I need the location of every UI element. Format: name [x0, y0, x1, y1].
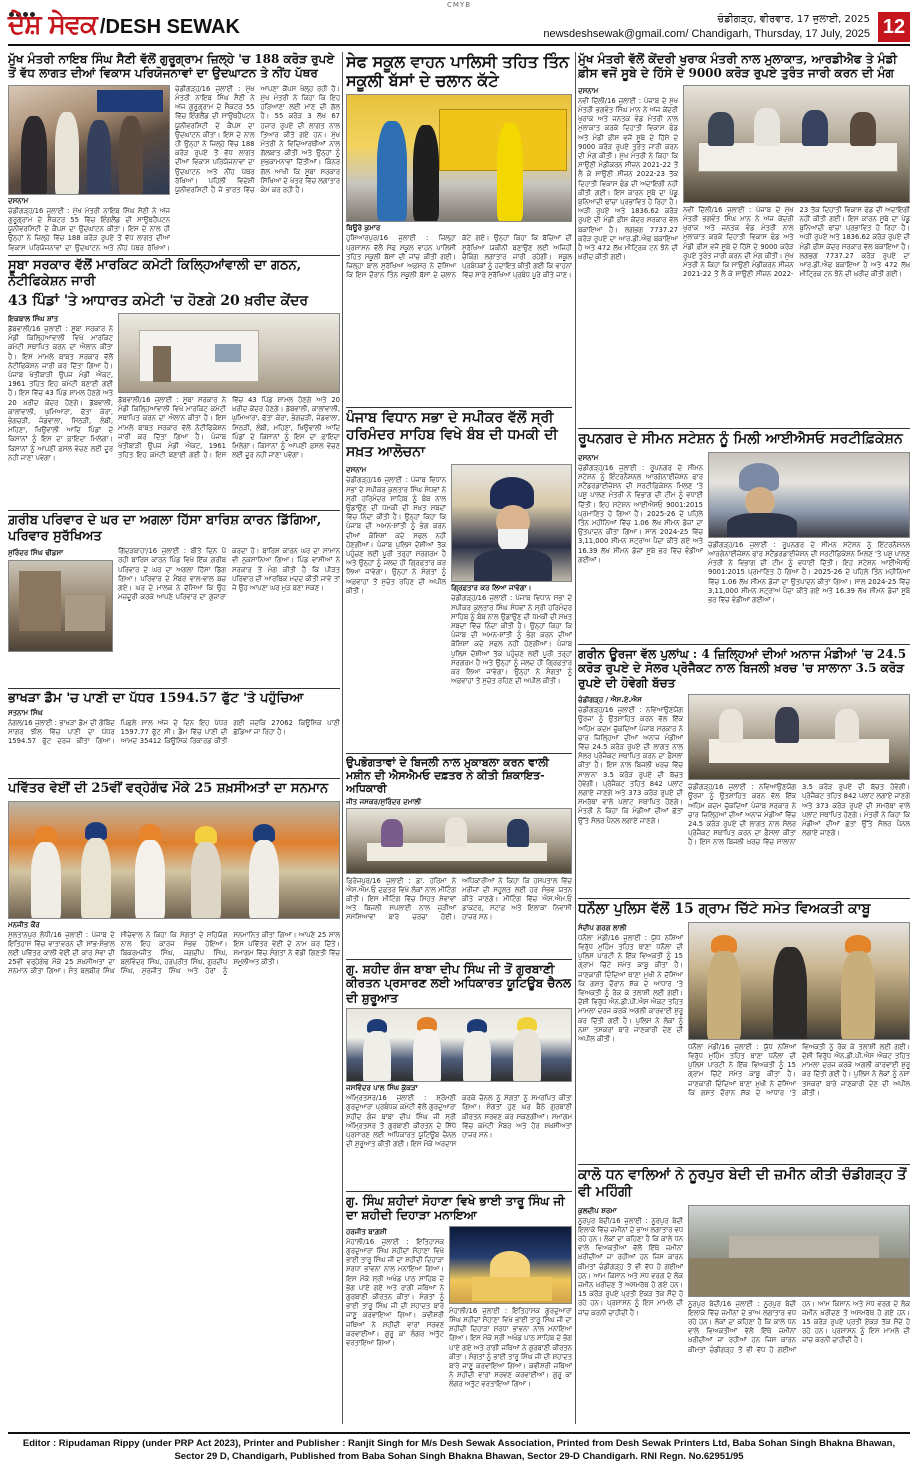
headline: ਪੰਜਾਬ ਵਿਧਾਨ ਸਭਾ ਦੇ ਸਪੀਕਰ ਵੱਲੋਂ ਸ੍ਰੀ ਹਰਿਮੰਦਰ ਸਾਹਿਬ ਵਿਖੇ ਬੰਬ ਦੀ ਧਮਕੀ ਦੀ ਸਖ਼ਤ ਆਲੋਚਨਾ — [346, 410, 558, 460]
byline: ਦਸਨਾਮ — [8, 196, 29, 205]
story-body: ਅੰਮ੍ਰਿਤਸਰ/16 ਜੁਲਾਈ : ਸ਼੍ਰੋਮਣੀ ਗੁਰਦੁਆਰਾ ਪ੍ਰਬੰਧਕ ਕਮੇਟੀ ਵੱਲੋਂ ਗੁਰਦੁਆਰਾ ਸ਼ਹੀਦ ਗੰਜ ਬਾਬਾ ਦੀਪ ਸਿੰਘ ਜੀ ਸ੍ਰੀ ਅੰਮ੍ਰਿਤਸਰ ਤੋਂ ਗੁਰਬਾਣੀ ਕੀਰਤਨ ਦੇ ਸਿੱਧੇ ਪ੍ਰਸਾਰਣ ਲਈ ਅਧਿਕਾਰਤ ਯੂਟਿਊਬ ਚੈਨਲ ਦੀ ਸ਼ੁਰੂਆਤ ਕੀਤੀ ਗਈ। ਇਸ ਮੌਕੇ ਅਰਦਾਸ ਕਰਕੇ ਚੈਨਲ ਨੂੰ ਸੰਗਤਾਂ ਨੂੰ ਸਮਰਪਿਤ ਕੀਤਾ ਗਿਆ। ਸੰਗਤਾਂ ਹੁਣ ਘਰ ਬੈਠੇ ਗੁਰਬਾਣੀ ਕੀਰਤਨ ਸਰਵਣ ਕਰ ਸਕਣਗੀਆਂ। ਸਮਾਗਮ ਵਿੱਚ ਕਮੇਟੀ ਮੈਂਬਰ ਅਤੇ ਹੋਰ ਸ਼ਖ਼ਸੀਅਤਾਂ ਹਾਜ਼ਰ ਸਨ। — [346, 1094, 572, 1149]
story-body: ਗਿੱਦੜਬਾਹਾ/16 ਜੁਲਾਈ : ਬੀਤੇ ਦਿਨ ਪੈ ਰਹੀ ਬਾਰਿਸ਼ ਕਾਰਨ ਪਿੰਡ ਵਿਖੇ ਇੱਕ ਗ਼ਰੀਬ ਪਰਿਵਾਰ ਦੇ ਘਰ ਦਾ ਅਗਲਾ ਹਿੱਸਾ ਡਿੱਗ ਗਿਆ। ਪਰਿਵਾਰ ਦੇ ਮੈਂਬਰ ਵਾਲ-ਵਾਲ ਬਚ ਗਏ। ਘਰ ਦੇ ਮਾਲਕ ਨੇ ਦੱਸਿਆ ਕਿ ਉਹ ਮਜ਼ਦੂਰੀ ਕਰਕੇ ਆਪਣੇ ਪਰਿਵਾਰ ਦਾ ਗੁਜ਼ਾਰਾ ਕਰਦਾ ਹੈ। ਬਾਰਿਸ਼ ਕਾਰਨ ਘਰ ਦਾ ਸਾਮਾਨ ਵੀ ਨੁਕਸਾਨਿਆ ਗਿਆ। ਪਿੰਡ ਵਾਸੀਆਂ ਨੇ ਸਰਕਾਰ ਤੋਂ ਮੰਗ ਕੀਤੀ ਹੈ ਕਿ ਪੀੜਤ ਪਰਿਵਾਰ ਦੀ ਆਰਥਿਕ ਮਦਦ ਕੀਤੀ ਜਾਵੇ ਤਾਂ ਜੋ ਉਹ ਆਪਣਾ ਘਰ ਮੁੜ ਬਣਾ ਸਕਣ। — [118, 547, 340, 602]
byline: ਹਰਜੀਤ ਬਾਗ਼ਸ਼ੀ — [346, 1227, 387, 1236]
story-body: ਡੱਬਵਾਲੀ/16 ਜੁਲਾਈ : ਸੂਬਾ ਸਰਕਾਰ ਨੇ ਮੰਡੀ ਕਿਲ੍ਹਿਆਂਵਾਲੀ ਵਿਖੇ ਮਾਰਕਿਟ ਕਮੇਟੀ ਸਥਾਪਿਤ ਕਰਨ ਦਾ ਐਲਾਨ ਕੀਤਾ ਹੈ। ਇਸ ਮਾਮਲੇ ਬਾਬਤ ਸਰਕਾਰ ਵੱਲੋਂ ਨੋਟੀਫਿਕੇਸ਼ਨ ਜਾਰੀ ਕਰ ਦਿੱਤਾ ਗਿਆ ਹੈ। ਪੰਜਾਬ ਖੇਤੀਬਾੜੀ ਉਪਜ ਮੰਡੀ ਐਕਟ, 1961 ਤਹਿਤ ਇਹ ਕਮੇਟੀ ਬਣਾਈ ਗਈ ਹੈ। ਇਸ ਵਿੱਚ 43 ਪਿੰਡ ਸ਼ਾਮਲ ਹੋਣਗੇ ਅਤੇ 20 ਖ਼ਰੀਦ ਕੇਂਦਰ ਹੋਣਗੇ। ਡੱਬਵਾਲੀ, ਕਾਲਾਂਵਾਲੀ, ਘੁਮਿਆਰਾ, ਫੱਤਾ ਕੇਰਾ, ਭੰਗਚੜੀ, ਜੰਡਵਾਲਾ, ਮਿੱਠੜੀ, ਲੰਬੀ, ਮਹਿਣਾ, ਖਿਉਵਾਲੀ ਆਦਿ ਪਿੰਡਾਂ ਦੇ ਕਿਸਾਨਾਂ ਨੂੰ ਇਸ ਦਾ ਫ਼ਾਇਦਾ ਮਿਲੇਗਾ। ਕਿਸਾਨਾਂ ਨੂੰ ਆਪਣੀ ਫ਼ਸਲ ਵੇਚਣ ਲਈ ਦੂਰ ਨਹੀਂ ਜਾਣਾ ਪਵੇਗਾ। — [8, 324, 113, 462]
story-body-cont: ਚੰਡੀਗੜ੍ਹ/16 ਜੁਲਾਈ : ਨਵਿਆਉਣਯੋਗ ਊਰਜਾ ਨੂੰ ਉਤਸ਼ਾਹਿਤ ਕਰਨ ਵੱਲ ਇੱਕ ਅਹਿਮ ਕਦਮ ਚੁੱਕਦਿਆਂ ਪੰਜਾਬ ਸਰਕਾਰ ਨੇ ਚਾਰ ਜ਼ਿਲ੍ਹਿਆਂ ਦੀਆਂ ਅਨਾਜ ਮੰਡੀਆਂ ਵਿੱਚ 24.5 ਕਰੋੜ ਰੁਪਏ ਦੀ ਲਾਗਤ ਨਾਲ ਸੋਲਰ ਪ੍ਰੋਜੈਕਟ ਸਥਾਪਿਤ ਕਰਨ ਦਾ ਫ਼ੈਸਲਾ ਕੀਤਾ ਹੈ। ਇਸ ਨਾਲ ਬਿਜਲੀ ਖ਼ਰਚ ਵਿੱਚ ਸਾਲਾਨਾ 3.5 ਕਰੋੜ ਰੁਪਏ ਦੀ ਬੱਚਤ ਹੋਵੇਗੀ। ਪ੍ਰੋਜੈਕਟ ਤਹਿਤ 842 ਪਲਾਂਟ ਲਗਾਏ ਜਾਣਗੇ ਅਤੇ 373 ਕਰੋੜ ਰੁਪਏ ਦੀ ਸਮਰੱਥਾ ਵਾਲੇ ਪਲਾਂਟ ਸਥਾਪਿਤ ਹੋਣਗੇ। ਮੰਤਰੀ ਨੇ ਕਿਹਾ ਕਿ ਮੰਡੀਆਂ ਦੀਆਂ ਛੱਤਾਂ ਉੱਤੇ ਸੋਲਰ ਪੈਨਲ ਲਗਾਏ ਜਾਣਗੇ। — [688, 783, 910, 847]
headline: ਸੂਬਾ ਸਰਕਾਰ ਵੱਲੋਂ ਮਾਰਕਿਟ ਕਮੇਟੀ ਕਿਲ੍ਹਿਆਂਵਾਲੀ ਦਾ ਗਠਨ, ਨੋਟੀਫਿਕੇਸ਼ਨ ਜਾਰੀ — [8, 258, 302, 289]
story-market-committee — [8, 258, 340, 506]
story-rupnagar — [578, 431, 910, 641]
headline: ਧਨੌਲਾ ਪੁਲਿਸ ਵੱਲੋਂ 15 ਗ੍ਰਾਮ ਚਿੱਟੇ ਸਮੇਤ ਵਿਅਕਤੀ ਕਾਬੂ — [578, 901, 871, 917]
story-noorpur — [578, 1167, 910, 1431]
photo-minister-portrait — [708, 452, 910, 538]
story-body: ਧਨੌਲਾ ਮੰਡੀ/16 ਜੁਲਾਈ : ਯੁੱਧ ਨਸ਼ਿਆਂ ਵਿਰੁੱਧ ਮੁਹਿੰਮ ਤਹਿਤ ਥਾਣਾ ਧਨੌਲਾ ਦੀ ਪੁਲਿਸ ਪਾਰਟੀ ਨੇ ਇੱਕ ਵਿਅਕਤੀ ਨੂੰ 15 ਗ੍ਰਾਮ ਚਿੱਟੇ ਸਮੇਤ ਕਾਬੂ ਕੀਤਾ ਹੈ। ਜਾਣਕਾਰੀ ਦਿੰਦਿਆਂ ਥਾਣਾ ਮੁਖੀ ਨੇ ਦੱਸਿਆ ਕਿ ਗਸ਼ਤ ਦੌਰਾਨ ਸ਼ੱਕ ਦੇ ਆਧਾਰ 'ਤੇ ਵਿਅਕਤੀ ਨੂੰ ਰੋਕ ਕੇ ਤਲਾਸ਼ੀ ਲਈ ਗਈ। ਦੋਸ਼ੀ ਵਿਰੁੱਧ ਐਨ.ਡੀ.ਪੀ.ਐਸ ਐਕਟ ਤਹਿਤ ਮਾਮਲਾ ਦਰਜ ਕਰਕੇ ਅਗਲੀ ਕਾਰਵਾਈ ਸ਼ੁਰੂ ਕਰ ਦਿੱਤੀ ਗਈ ਹੈ। ਪੁਲਿਸ ਨੇ ਲੋਕਾਂ ਨੂੰ ਨਸ਼ਾ ਤਸਕਰਾਂ ਬਾਰੇ ਜਾਣਕਾਰੀ ਦੇਣ ਦੀ ਅਪੀਲ ਕੀਤੀ। — [578, 933, 683, 1044]
newspaper-logo — [8, 10, 240, 41]
story-cancer-center — [346, 756, 572, 956]
photo-collapsed-house — [8, 560, 113, 652]
story-body: ਨੰਗਲ/16 ਜੁਲਾਈ : ਭਾਖੜਾ ਡੈਮ ਦੀ ਗੋਬਿੰਦ ਸਾਗਰ ਝੀਲ ਵਿੱਚ ਪਾਣੀ ਦਾ ਪੱਧਰ 1594.57 ਫੁੱਟ ਦਰਜ ਕੀਤਾ ਗਿਆ। ਪਿਛਲੇ ਸਾਲ ਅੱਜ ਦੇ ਦਿਨ ਇਹ ਪੱਧਰ 1597.77 ਫੁੱਟ ਸੀ। ਡੈਮ ਵਿੱਚ ਪਾਣੀ ਦੀ ਆਮਦ 35412 ਕਿਊਸਿਕ ਰਿਕਾਰਡ ਕੀਤੀ ਗਈ ਜਦਕਿ 27062 ਕਿਊਸਿਕ ਪਾਣੀ ਛੱਡਿਆ ਜਾ ਰਿਹਾ ਹੈ। — [8, 718, 340, 745]
photo-market-building — [118, 313, 340, 393]
headline: ਪਵਿੱਤਰ ਵੇਈਂ ਦੀ 25ਵੀਂ ਵਰ੍ਹੇਗੰਢ ਮੌਕੇ 25 ਸ਼ਖ਼ਸੀਅਤਾਂ ਦਾ ਸਨਮਾਨ — [8, 781, 329, 796]
byline: ਦਸਨਾਮ — [578, 86, 599, 95]
byline: ਸੁਰਿੰਦਰ ਸਿੰਘ ਢੀਂਡਸਾ — [8, 549, 64, 558]
photo-gurdwara-night — [449, 1226, 572, 1304]
registration-marks-bottom — [0, 1466, 918, 1474]
story-body-cont: ਨੂਰਪੁਰ ਬੇਦੀ/16 ਜੁਲਾਈ : ਨੂਰਪੁਰ ਬੇਦੀ ਇਲਾਕੇ ਵਿੱਚ ਜ਼ਮੀਨਾਂ ਦੇ ਭਾਅ ਲਗਾਤਾਰ ਵਧ ਰਹੇ ਹਨ। ਲੋਕਾਂ ਦਾ ਕਹਿਣਾ ਹੈ ਕਿ ਕਾਲੇ ਧਨ ਵਾਲੇ ਵਿਅਕਤੀਆਂ ਵੱਲੋਂ ਇੱਥੇ ਜ਼ਮੀਨਾਂ ਖ਼ਰੀਦੀਆਂ ਜਾ ਰਹੀਆਂ ਹਨ ਜਿਸ ਕਾਰਨ ਕੀਮਤਾਂ ਚੰਡੀਗੜ੍ਹ ਤੋਂ ਵੀ ਵੱਧ ਹੋ ਗਈਆਂ ਹਨ। ਆਮ ਕਿਸਾਨ ਅਤੇ ਮੱਧ ਵਰਗ ਦੇ ਲੋਕ ਜ਼ਮੀਨ ਖ਼ਰੀਦਣ ਤੋਂ ਅਸਮਰੱਥ ਹੋ ਗਏ ਹਨ। 15 ਕਰੋੜ ਰੁਪਏ ਪ੍ਰਤੀ ਏਕੜ ਤੱਕ ਸੌਦੇ ਹੋ ਰਹੇ ਹਨ। ਪ੍ਰਸ਼ਾਸਨ ਨੂੰ ਇਸ ਮਾਮਲੇ ਦੀ ਜਾਂਚ ਕਰਨੀ ਚਾਹੀਦੀ ਹੈ। — [688, 1299, 910, 1354]
headline: ਮੁੱਖ ਮੰਤਰੀ ਨਾਇਬ ਸਿੰਘ ਸੈਣੀ ਵੱਲੋਂ ਗੁਰੂਗ੍ਰਾਮ ਜ਼ਿਲ੍ਹੇ 'ਚ 188 ਕਰੋੜ ਰੁਪਏ ਤੋਂ ਵੱਧ ਲਾਗਤ ਦੀਆਂ ਵਿਕਾਸ ਪਰਿਯੋਜਨਾਵਾਂ ਦਾ ਉਦਘਾਟਨ ਤੇ ਨੀਂਹ ਪੱਥਰ — [8, 52, 335, 81]
logo-english: /DESH SEWAK — [99, 16, 240, 38]
byline: ਮਨਜੀਤ ਕੌਰ — [8, 920, 40, 929]
story-bhakra — [8, 691, 340, 775]
byline: ਇਕਬਾਲ ਸਿੰਘ ਸ਼ਾਂਤ — [8, 314, 59, 323]
headline: ਸੇਫ ਸਕੂਲ ਵਾਹਨ ਪਾਲਿਸੀ ਤਹਿਤ ਤਿੰਨ ਸਕੂਲੀ ਬੱਸਾਂ ਦੇ ਚਲਾਨ ਕੱਟੇ — [346, 52, 569, 91]
story-body: ਮੋਹਾਲੀ/16 ਜੁਲਾਈ : ਇਤਿਹਾਸਕ ਗੁਰਦੁਆਰਾ ਸਿੰਘ ਸ਼ਹੀਦਾਂ ਸੋਹਾਣਾ ਵਿਖੇ ਭਾਈ ਤਾਰੂ ਸਿੰਘ ਜੀ ਦਾ ਸ਼ਹੀਦੀ ਦਿਹਾੜਾ ਸ਼ਰਧਾ ਭਾਵਨਾ ਨਾਲ ਮਨਾਇਆ ਗਿਆ। ਇਸ ਮੌਕੇ ਸ੍ਰੀ ਅਖੰਡ ਪਾਠ ਸਾਹਿਬ ਦੇ ਭੋਗ ਪਾਏ ਗਏ ਅਤੇ ਰਾਗੀ ਜਥਿਆਂ ਨੇ ਗੁਰਬਾਣੀ ਕੀਰਤਨ ਕੀਤਾ। ਸੰਗਤਾਂ ਨੂੰ ਭਾਈ ਤਾਰੂ ਸਿੰਘ ਜੀ ਦੀ ਸ਼ਹਾਦਤ ਬਾਰੇ ਜਾਣੂ ਕਰਵਾਇਆ ਗਿਆ। ਕਵੀਸ਼ਰੀ ਜਥਿਆਂ ਨੇ ਸ਼ਹੀਦੀ ਵਾਰਾਂ ਸਰਵਣ ਕਰਵਾਈਆਂ। ਗੁਰੂ ਕਾ ਲੰਗਰ ਅਤੁੱਟ ਵਰਤਾਇਆ ਗਿਆ। — [346, 1237, 444, 1348]
story-body: ਸੁਲਤਾਨਪੁਰ ਲੋਧੀ/16 ਜੁਲਾਈ : ਪੰਜਾਬ ਦੇ ਇਤਿਹਾਸ ਵਿੱਚ ਵਾਤਾਵਰਨ ਦੀ ਸਾਂਭ-ਸੰਭਾਲ ਲਈ ਪਵਿੱਤਰ ਕਾਲੀ ਵੇਈਂ ਦੀ ਕਾਰ ਸੇਵਾ ਦੀ 25ਵੀਂ ਵਰ੍ਹੇਗੰਢ ਮੌਕੇ 25 ਸ਼ਖ਼ਸੀਅਤਾਂ ਦਾ ਸਨਮਾਨ ਕੀਤਾ ਗਿਆ। ਸੰਤ ਬਲਬੀਰ ਸਿੰਘ ਸੀਚੇਵਾਲ ਨੇ ਕਿਹਾ ਕਿ ਸੰਗਤਾਂ ਦੇ ਸਹਿਯੋਗ ਨਾਲ ਇਹ ਕਾਰਜ ਸੰਭਵ ਹੋਇਆ। ਬਿਕਰਮਜੀਤ ਸਿੰਘ, ਜਗਦੀਪ ਸਿੰਘ, ਬਲਵਿੰਦਰ ਸਿੰਘ, ਹਰਪ੍ਰੀਤ ਸਿੰਘ, ਗੁਰਦੀਪ ਸਿੰਘ, ਸੁਰਜੀਤ ਸਿੰਘ ਅਤੇ ਹੋਰਾਂ ਨੂੰ ਸਨਮਾਨਿਤ ਕੀਤਾ ਗਿਆ। ਆਪਣੇ 25 ਸਾਲ ਇਸ ਪਵਿੱਤਰ ਵੇਈਂ ਦੇ ਨਾਮ ਕਰ ਦਿੱਤੇ। ਸਮਾਗਮ ਵਿੱਚ ਸੰਗਤਾਂ ਨੇ ਵੱਡੀ ਗਿਣਤੀ ਵਿੱਚ ਸ਼ਮੂਲੀਅਤ ਕੀਤੀ। — [8, 930, 340, 976]
print-color-marks: CMYB — [446, 1, 471, 9]
masthead — [8, 10, 910, 46]
photo-caption: ਗ੍ਰਿਫ਼ਤਾਰ ਕਰ ਲਿਆ ਜਾਵੇਗਾ। — [451, 584, 532, 593]
photo-honour-ceremony — [8, 801, 340, 919]
photo-ceremony — [8, 85, 170, 195]
date-punjabi: ਚੰਡੀਗੜ੍ਹ, ਵੀਰਵਾਰ, 17 ਜੁਲਾਈ, 2025 — [717, 14, 870, 25]
story-body: ਚੰਡੀਗੜ੍ਹ/16 ਜੁਲਾਈ : ਪੰਜਾਬ ਵਿਧਾਨ ਸਭਾ ਦੇ ਸਪੀਕਰ ਕੁਲਤਾਰ ਸਿੰਘ ਸੰਧਵਾਂ ਨੇ ਸ੍ਰੀ ਹਰਿਮੰਦਰ ਸਾਹਿਬ ਨੂੰ ਬੰਬ ਨਾਲ ਉਡਾਉਣ ਦੀ ਧਮਕੀ ਦੀ ਸਖ਼ਤ ਸ਼ਬਦਾਂ ਵਿੱਚ ਨਿੰਦਾ ਕੀਤੀ ਹੈ। ਉਨ੍ਹਾਂ ਕਿਹਾ ਕਿ ਪੰਜਾਬ ਦੀ ਅਮਨ-ਸ਼ਾਂਤੀ ਨੂੰ ਭੰਗ ਕਰਨ ਦੀਆਂ ਕੋਸ਼ਿਸ਼ਾਂ ਕਦੇ ਸਫਲ ਨਹੀਂ ਹੋਣਗੀਆਂ। ਪੰਜਾਬ ਪੁਲਿਸ ਦੋਸ਼ੀਆਂ ਤੱਕ ਪਹੁੰਚਣ ਲਈ ਪੂਰੀ ਤਰ੍ਹਾਂ ਸਰਗਰਮ ਹੈ ਅਤੇ ਉਨ੍ਹਾਂ ਨੂੰ ਜਲਦ ਹੀ ਗ੍ਰਿਫ਼ਤਾਰ ਕਰ ਲਿਆ ਜਾਵੇਗਾ। ਉਨ੍ਹਾਂ ਨੇ ਸੰਗਤਾਂ ਨੂੰ ਅਫ਼ਵਾਹਾਂ ਤੋਂ ਸੁਚੇਤ ਰਹਿਣ ਦੀ ਅਪੀਲ ਕੀਤੀ। — [346, 476, 446, 595]
column-divider — [575, 52, 576, 1424]
story-poor-family — [8, 513, 340, 685]
photo-minister-meeting — [683, 85, 910, 203]
photo-smo-meeting — [346, 808, 572, 874]
story-solar — [578, 647, 910, 895]
story-dhanaula — [578, 901, 910, 1161]
column-left — [8, 52, 340, 1424]
story-youtube-channel — [346, 962, 572, 1188]
headline: ਉਪਭੋਗਤਾਵਾਂ ਦੇ ਬਿਜਲੀ ਨਾਲ ਮੁਕਾਬਲਾ ਕਰਨ ਵਾਲੀ ਮਸ਼ੀਨ ਦੀ ਐਸਐਮਓ ਦਫ਼ਤਰ ਨੇ ਕੀਤੀ ਸ਼ਿਕਾਇਤ-ਅਧਿਕਾਰੀ — [346, 756, 549, 796]
story-body: ਚੰਡੀਗੜ੍ਹ/16 ਜੁਲਾਈ : ਮੁੱਖ ਮੰਤਰੀ ਨਾਇਬ ਸਿੰਘ ਸੈਣੀ ਨੇ ਅੱਜ ਗੁਰੂਗ੍ਰਾਮ ਦੇ ਸੈਕਟਰ 55 ਵਿੱਚ ਇੰਗਲੈਂਡ ਦੀ ਸਾਉਥਹੈਂਪਟਨ ਯੂਨੀਵਰਸਿਟੀ ਦੇ ਕੈਂਪਸ ਦਾ ਉਦਘਾਟਨ ਕੀਤਾ। ਇਸ ਦੇ ਨਾਲ ਹੀ ਉਨ੍ਹਾਂ ਨੇ ਜ਼ਿਲ੍ਹੇ ਵਿੱਚ 188 ਕਰੋੜ ਰੁਪਏ ਤੋਂ ਵੱਧ ਲਾਗਤ ਦੀਆਂ ਵਿਕਾਸ ਪਰਿਯੋਜਨਾਵਾਂ ਦਾ ਉਦਘਾਟਨ ਅਤੇ ਨੀਂਹ ਪੱਥਰ ਰੱਖਿਆ। ਪਹਿਲੀ ਵਿਦੇਸ਼ੀ ਯੂਨੀਵਰਸਿਟੀ ਹੈ ਜੋ ਭਾਰਤ ਵਿੱਚ ਆਪਣਾ ਕੈਂਪਸ ਖੋਲ੍ਹ ਰਹੀ ਹੈ। ਮੁੱਖ ਮੰਤਰੀ ਨੇ ਕਿਹਾ ਕਿ ਇਹ ਹਰਿਆਣਾ ਲਈ ਮਾਣ ਦੀ ਗੱਲ ਹੈ। 55 ਕਰੋੜ 3 ਲੱਖ 67 ਹਜ਼ਾਰ ਰੁਪਏ ਦੀ ਲਾਗਤ ਨਾਲ ਤਿਆਰ ਕੀਤੇ ਗਏ ਹਨ। ਮੁੱਖ ਮੰਤਰੀ ਨੇ ਵਿਦਿਆਰਥੀਆਂ ਨਾਲ ਗੱਲਬਾਤ ਕੀਤੀ ਅਤੇ ਉਨ੍ਹਾਂ ਨੂੰ ਸ਼ੁਭਕਾਮਨਾਵਾਂ ਦਿੱਤੀਆਂ। ਕਿੰਨਰ ਗੱਲ ਆਖੀ ਕਿ ਸੂਬਾ ਸਰਕਾਰ ਸਿੱਖਿਆ ਦੇ ਖੇਤਰ ਵਿੱਚ ਲਗਾਤਾਰ ਕੰਮ ਕਰ ਰਹੀ ਹੈ। — [175, 84, 340, 195]
story-speaker — [346, 410, 572, 750]
date-english: newsdeshsewak@gmail.com/ Chandigarh, Thursday, 17 July, 2025 — [543, 28, 870, 40]
headline: ਗੁ. ਸ਼ਹੀਦ ਗੰਜ ਬਾਬਾ ਦੀਪ ਸਿੰਘ ਜੀ ਤੋਂ ਗੁਰਬਾਣੀ ਕੀਰਤਨ ਪ੍ਰਸਾਰਣ ਲਈ ਅਧਿਕਾਰਤ ਯੂਟਿਊਬ ਚੈਨਲ ਦੀ ਸ਼ੁਰੂਆਤ — [346, 962, 572, 1005]
column-divider — [342, 52, 343, 1424]
story-body: ਹੁਸ਼ਿਆਰਪੁਰ/16 ਜੁਲਾਈ : ਜ਼ਿਲ੍ਹਾ ਪ੍ਰਸ਼ਾਸਨ ਵੱਲੋਂ ਸੇਫ ਸਕੂਲ ਵਾਹਨ ਪਾਲਿਸੀ ਤਹਿਤ ਸਕੂਲੀ ਬੱਸਾਂ ਦੀ ਜਾਂਚ ਕੀਤੀ ਗਈ। ਜ਼ਿਲ੍ਹਾ ਬਾਲ ਸੁਰੱਖਿਆ ਅਫ਼ਸਰ ਨੇ ਦੱਸਿਆ ਕਿ ਇਸ ਦੌਰਾਨ ਤਿੰਨ ਸਕੂਲੀ ਬੱਸਾਂ ਦੇ ਚਲਾਨ ਕੱਟੇ ਗਏ। ਉਨ੍ਹਾਂ ਕਿਹਾ ਕਿ ਬੱਚਿਆਂ ਦੀ ਸੁਰੱਖਿਆ ਯਕੀਨੀ ਬਣਾਉਣ ਲਈ ਅਜਿਹੀ ਚੈਕਿੰਗ ਲਗਾਤਾਰ ਜਾਰੀ ਰਹੇਗੀ। ਸਕੂਲ ਪ੍ਰਬੰਧਕਾਂ ਨੂੰ ਹਦਾਇਤ ਕੀਤੀ ਗਈ ਕਿ ਵਾਹਨਾਂ ਵਿੱਚ ਸਾਰੇ ਸੁਰੱਖਿਆ ਪ੍ਰਬੰਧ ਪੂਰੇ ਕੀਤੇ ਜਾਣ। — [346, 234, 572, 280]
headline: ਭਾਖੜਾ ਡੈਮ 'ਚ ਪਾਣੀ ਦਾ ਪੱਧਰ 1594.57 ਫੁੱਟ 'ਤੇ ਪਹੁੰਚਿਆ — [8, 691, 304, 706]
headline: ਕਾਲੋ ਧਨ ਵਾਲਿਆਂ ਨੇ ਨੂਰਪੁਰ ਬੇਦੀ ਦੀ ਜ਼ਮੀਨ ਕੀਤੀ ਚੰਡੀਗੜ੍ਹ ਤੋਂ ਵੀ ਮਹਿੰਗੀ — [578, 1167, 907, 1200]
subheadline: 43 ਪਿੰਡਾਂ 'ਤੇ ਆਧਾਰਤ ਕਮੇਟੀ 'ਚ ਹੋਣਗੇ 20 ਖ਼ਰੀਦ ਕੇਂਦਰ — [8, 293, 309, 310]
headline: ਗ਼ਰੀਬ ਪਰਿਵਾਰ ਦੇ ਘਰ ਦਾ ਅਗਲਾ ਹਿੱਸਾ ਬਾਰਿਸ਼ ਕਾਰਨ ਡਿੱਗਿਆ, ਪਰਿਵਾਰ ਸੁਰੱਖਿਅਤ — [8, 513, 322, 544]
photo-speaker-portrait — [451, 464, 572, 582]
byline: ਬਿਊਰੋ ਕੁਮਾਰ — [346, 224, 381, 233]
photo-school-buses — [346, 94, 572, 222]
story-central-minister — [578, 52, 910, 424]
byline: ਜਸਵਿੰਦਰ ਪਾਲ ਸਿੰਘ ਕੁੱਕੜਾ — [346, 1084, 418, 1093]
byline: ਜੀਤ ਜਸਕਰ/ਸੁਰਿੰਦਰ ਦਮਾਲੀ — [346, 797, 422, 806]
photo-police-arrest — [688, 922, 910, 1040]
story-gurugram — [8, 52, 340, 252]
column-right — [578, 52, 910, 1424]
story-body-cont: ਮੋਹਾਲੀ/16 ਜੁਲਾਈ : ਇਤਿਹਾਸਕ ਗੁਰਦੁਆਰਾ ਸਿੰਘ ਸ਼ਹੀਦਾਂ ਸੋਹਾਣਾ ਵਿਖੇ ਭਾਈ ਤਾਰੂ ਸਿੰਘ ਜੀ ਦਾ ਸ਼ਹੀਦੀ ਦਿਹਾੜਾ ਸ਼ਰਧਾ ਭਾਵਨਾ ਨਾਲ ਮਨਾਇਆ ਗਿਆ। ਇਸ ਮੌਕੇ ਸ੍ਰੀ ਅਖੰਡ ਪਾਠ ਸਾਹਿਬ ਦੇ ਭੋਗ ਪਾਏ ਗਏ ਅਤੇ ਰਾਗੀ ਜਥਿਆਂ ਨੇ ਗੁਰਬਾਣੀ ਕੀਰਤਨ ਕੀਤਾ। ਸੰਗਤਾਂ ਨੂੰ ਭਾਈ ਤਾਰੂ ਸਿੰਘ ਜੀ ਦੀ ਸ਼ਹਾਦਤ ਬਾਰੇ ਜਾਣੂ ਕਰਵਾਇਆ ਗਿਆ। ਕਵੀਸ਼ਰੀ ਜਥਿਆਂ ਨੇ ਸ਼ਹੀਦੀ ਵਾਰਾਂ ਸਰਵਣ ਕਰਵਾਈਆਂ। ਗੁਰੂ ਕਾ ਲੰਗਰ ਅਤੁੱਟ ਵਰਤਾਇਆ ਗਿਆ। — [449, 1306, 572, 1389]
page-number: 12 — [878, 12, 910, 42]
photo-solar-meeting — [688, 694, 910, 780]
story-body-cont: ਨਵੀਂ ਦਿੱਲੀ/16 ਜੁਲਾਈ : ਪੰਜਾਬ ਦੇ ਮੁੱਖ ਮੰਤਰੀ ਭਗਵੰਤ ਸਿੰਘ ਮਾਨ ਨੇ ਅੱਜ ਕੇਂਦਰੀ ਖੁਰਾਕ ਅਤੇ ਜਨਤਕ ਵੰਡ ਮੰਤਰੀ ਨਾਲ ਮੁਲਾਕਾਤ ਕਰਕੇ ਦਿਹਾਤੀ ਵਿਕਾਸ ਫੰਡ ਅਤੇ ਮੰਡੀ ਫ਼ੀਸ ਵਜੋਂ ਸੂਬੇ ਦੇ ਹਿੱਸੇ ਦੇ 9000 ਕਰੋੜ ਰੁਪਏ ਤੁਰੰਤ ਜਾਰੀ ਕਰਨ ਦੀ ਮੰਗ ਕੀਤੀ। ਮੁੱਖ ਮੰਤਰੀ ਨੇ ਕਿਹਾ ਕਿ ਸਾਉਣੀ ਮੰਡੀਕਰਨ ਸੀਜ਼ਨ 2021-22 ਤੋਂ ਲੈ ਕੇ ਸਾਉਣੀ ਸੀਜ਼ਨ 2022-23 ਤੱਕ ਦਿਹਾਤੀ ਵਿਕਾਸ ਫੰਡ ਦੀ ਅਦਾਇਗੀ ਨਹੀਂ ਕੀਤੀ ਗਈ। ਇਸ ਕਾਰਨ ਸੂਬੇ ਦਾ ਪੇਂਡੂ ਬੁਨਿਆਦੀ ਢਾਂਚਾ ਪ੍ਰਭਾਵਿਤ ਹੋ ਰਿਹਾ ਹੈ। ਅੜੀ ਰੁਪਏ ਅਤੇ 1836.62 ਕਰੋੜ ਰੁਪਏ ਦੀ ਮੰਡੀ ਫ਼ੀਸ ਕੇਂਦਰ ਸਰਕਾਰ ਵੱਲ ਬਕਾਇਆ ਹੈ। ਲਗਭਗ 7737.27 ਕਰੋੜ ਰੁਪਏ ਦਾ ਆਰ.ਡੀ.ਐਫ ਬਕਾਇਆ ਹੈ ਅਤੇ 472 ਲੱਖ ਮੀਟ੍ਰਿਕ ਟਨ ਝੋਨੇ ਦੀ ਖ਼ਰੀਦ ਕੀਤੀ ਗਈ। — [683, 205, 910, 279]
story-body-cont: ਚੰਡੀਗੜ੍ਹ/16 ਜੁਲਾਈ : ਰੂਪਨਗਰ ਦੇ ਸੀਮਨ ਸਟੇਸ਼ਨ ਨੂੰ ਇੰਟਰਨੈਸ਼ਨਲ ਆਰਗੇਨਾਈਜ਼ੇਸ਼ਨ ਫਾਰ ਸਟੈਂਡਰਡਾਈਜ਼ੇਸ਼ਨ ਦੀ ਸਰਟੀਫ਼ਿਕੇਸ਼ਨ ਮਿਲਣ 'ਤੇ ਪਸ਼ੂ ਪਾਲਣ ਮੰਤਰੀ ਨੇ ਵਿਭਾਗ ਦੀ ਟੀਮ ਨੂੰ ਵਧਾਈ ਦਿੱਤੀ। ਇਹ ਸਟੇਸ਼ਨ ਆਈਐਸਓ 9001:2015 ਪ੍ਰਮਾਣਿਤ ਹੋ ਗਿਆ ਹੈ। 2025-26 ਦੇ ਪਹਿਲੇ ਤਿੰਨ ਮਹੀਨਿਆਂ ਵਿੱਚ 1.06 ਲੱਖ ਸੀਮਨ ਡੋਜ਼ਾਂ ਦਾ ਉਤਪਾਦਨ ਕੀਤਾ ਗਿਆ। ਸਾਲ 2024-25 ਵਿੱਚ 3,11,000 ਸੀਮਨ ਸਟ੍ਰਾਅ ਪੈਦਾ ਕੀਤੇ ਗਏ ਅਤੇ 16.39 ਲੱਖ ਸੀਮਨ ਡੋਜ਼ਾਂ ਸੂਬੇ ਭਰ ਵਿੱਚ ਵੰਡੀਆਂ ਗਈਆਂ। — [708, 540, 910, 605]
byline: ਕੁਲਦੀਪ ਸ਼ਰਮਾ — [578, 1206, 617, 1215]
story-body: ਨਵੀਂ ਦਿੱਲੀ/16 ਜੁਲਾਈ : ਪੰਜਾਬ ਦੇ ਮੁੱਖ ਮੰਤਰੀ ਭਗਵੰਤ ਸਿੰਘ ਮਾਨ ਨੇ ਅੱਜ ਕੇਂਦਰੀ ਖੁਰਾਕ ਅਤੇ ਜਨਤਕ ਵੰਡ ਮੰਤਰੀ ਨਾਲ ਮੁਲਾਕਾਤ ਕਰਕੇ ਦਿਹਾਤੀ ਵਿਕਾਸ ਫੰਡ ਅਤੇ ਮੰਡੀ ਫ਼ੀਸ ਵਜੋਂ ਸੂਬੇ ਦੇ ਹਿੱਸੇ ਦੇ 9000 ਕਰੋੜ ਰੁਪਏ ਤੁਰੰਤ ਜਾਰੀ ਕਰਨ ਦੀ ਮੰਗ ਕੀਤੀ। ਮੁੱਖ ਮੰਤਰੀ ਨੇ ਕਿਹਾ ਕਿ ਸਾਉਣੀ ਮੰਡੀਕਰਨ ਸੀਜ਼ਨ 2021-22 ਤੋਂ ਲੈ ਕੇ ਸਾਉਣੀ ਸੀਜ਼ਨ 2022-23 ਤੱਕ ਦਿਹਾਤੀ ਵਿਕਾਸ ਫੰਡ ਦੀ ਅਦਾਇਗੀ ਨਹੀਂ ਕੀਤੀ ਗਈ। ਇਸ ਕਾਰਨ ਸੂਬੇ ਦਾ ਪੇਂਡੂ ਬੁਨਿਆਦੀ ਢਾਂਚਾ ਪ੍ਰਭਾਵਿਤ ਹੋ ਰਿਹਾ ਹੈ। ਅੜੀ ਰੁਪਏ ਅਤੇ 1836.62 ਕਰੋੜ ਰੁਪਏ ਦੀ ਮੰਡੀ ਫ਼ੀਸ ਕੇਂਦਰ ਸਰਕਾਰ ਵੱਲ ਬਕਾਇਆ ਹੈ। ਲਗਭਗ 7737.27 ਕਰੋੜ ਰੁਪਏ ਦਾ ਆਰ.ਡੀ.ਐਫ ਬਕਾਇਆ ਹੈ ਅਤੇ 472 ਲੱਖ ਮੀਟ੍ਰਿਕ ਟਨ ਝੋਨੇ ਦੀ ਖ਼ਰੀਦ ਕੀਤੀ ਗਈ। — [578, 96, 678, 262]
story-body-a: ਚੰਡੀਗੜ੍ਹ/16 ਜੁਲਾਈ : ਮੁੱਖ ਮੰਤਰੀ ਨਾਇਬ ਸਿੰਘ ਸੈਣੀ ਨੇ ਅੱਜ ਗੁਰੂਗ੍ਰਾਮ ਦੇ ਸੈਕਟਰ 55 ਵਿੱਚ ਇੰਗਲੈਂਡ ਦੀ ਸਾਉਥਹੈਂਪਟਨ ਯੂਨੀਵਰਸਿਟੀ ਦੇ ਕੈਂਪਸ ਦਾ ਉਦਘਾਟਨ ਕੀਤਾ। ਇਸ ਦੇ ਨਾਲ ਹੀ ਉਨ੍ਹਾਂ ਨੇ ਜ਼ਿਲ੍ਹੇ ਵਿੱਚ 188 ਕਰੋੜ ਰੁਪਏ ਤੋਂ ਵੱਧ ਲਾਗਤ ਦੀਆਂ ਵਿਕਾਸ ਪਰਿਯੋਜਨਾਵਾਂ ਦਾ ਉਦਘਾਟਨ ਅਤੇ ਨੀਂਹ ਪੱਥਰ ਰੱਖਿਆ। — [8, 206, 170, 252]
headline: ਗਰੀਨ ਊਰਜਾ ਵੱਲ ਪੁਲਾਂਘ : 4 ਜ਼ਿਲ੍ਹਿਆਂ ਦੀਆਂ ਅਨਾਜ ਮੰਡੀਆਂ 'ਚ 24.5 ਕਰੋੜ ਰੁਪਏ ਦੇ ਸੋਲਰ ਪ੍ਰੋਜੈਕਟ ਨਾਲ ਬਿਜਲੀ ਖ਼ਰਚ 'ਚ ਸਾਲਾਨਾ 3.5 ਕਰੋੜ ਰੁਪਏ ਦੀ ਹੋਵੇਗੀ ਬੱਚਤ — [578, 647, 907, 690]
imprint-line-2: Sector 29 D, Chandigarh, Published from Baba Sohan Singh Bhakna Bhawan, Sector 29-D Chandigarh. RNI Regn. No.62951/95 — [174, 1451, 744, 1462]
story-body: ਫ਼ਿਰੋਜ਼ਪੁਰ/16 ਜੁਲਾਈ : ਡਾ. ਹਰਿਮਾ ਨੇ ਐਸ.ਐਮ.ਓ ਦਫ਼ਤਰ ਵਿਖੇ ਲੋਕਾਂ ਨਾਲ ਮੀਟਿੰਗ ਕੀਤੀ। ਇਸ ਮੀਟਿੰਗ ਵਿੱਚ ਸਿਹਤ ਸੇਵਾਵਾਂ ਅਤੇ ਬਿਜਲੀ ਸਪਲਾਈ ਨਾਲ ਜੁੜੀਆਂ ਸਮੱਸਿਆਵਾਂ ਬਾਰੇ ਚਰਚਾ ਹੋਈ। ਅਧਿਕਾਰੀਆਂ ਨੇ ਕਿਹਾ ਕਿ ਹਸਪਤਾਲ ਵਿੱਚ ਮਰੀਜ਼ਾਂ ਦੀ ਸਹੂਲਤ ਲਈ ਹਰ ਸੰਭਵ ਯਤਨ ਕੀਤੇ ਜਾਣਗੇ। ਮੀਟਿੰਗ ਵਿੱਚ ਐਸ.ਐਮ.ਓ ਡਾਕਟਰ, ਸਟਾਫ਼ ਅਤੇ ਇਲਾਕਾ ਨਿਵਾਸੀ ਹਾਜ਼ਰ ਸਨ। — [346, 876, 572, 922]
photo-channel-launch — [346, 1008, 572, 1082]
byline: ਦਸਨਾਮ — [346, 466, 367, 475]
story-body: ਚੰਡੀਗੜ੍ਹ/16 ਜੁਲਾਈ : ਰੂਪਨਗਰ ਦੇ ਸੀਮਨ ਸਟੇਸ਼ਨ ਨੂੰ ਇੰਟਰਨੈਸ਼ਨਲ ਆਰਗੇਨਾਈਜ਼ੇਸ਼ਨ ਫਾਰ ਸਟੈਂਡਰਡਾਈਜ਼ੇਸ਼ਨ ਦੀ ਸਰਟੀਫ਼ਿਕੇਸ਼ਨ ਮਿਲਣ 'ਤੇ ਪਸ਼ੂ ਪਾਲਣ ਮੰਤਰੀ ਨੇ ਵਿਭਾਗ ਦੀ ਟੀਮ ਨੂੰ ਵਧਾਈ ਦਿੱਤੀ। ਇਹ ਸਟੇਸ਼ਨ ਆਈਐਸਓ 9001:2015 ਪ੍ਰਮਾਣਿਤ ਹੋ ਗਿਆ ਹੈ। 2025-26 ਦੇ ਪਹਿਲੇ ਤਿੰਨ ਮਹੀਨਿਆਂ ਵਿੱਚ 1.06 ਲੱਖ ਸੀਮਨ ਡੋਜ਼ਾਂ ਦਾ ਉਤਪਾਦਨ ਕੀਤਾ ਗਿਆ। ਸਾਲ 2024-25 ਵਿੱਚ 3,11,000 ਸੀਮਨ ਸਟ੍ਰਾਅ ਪੈਦਾ ਕੀਤੇ ਗਏ ਅਤੇ 16.39 ਲੱਖ ਸੀਮਨ ਡੋਜ਼ਾਂ ਸੂਬੇ ਭਰ ਵਿੱਚ ਵੰਡੀਆਂ ਗਈਆਂ। — [578, 463, 703, 564]
logo-punjabi: ਦੇਸ਼ ਸੇਵਕ — [8, 10, 97, 40]
imprint-footer — [8, 1432, 910, 1463]
story-bhai-taru-singh — [346, 1194, 572, 1424]
imprint-line-1: Editor : Ripudaman Rippy (under PRP Act 2023), Printer and Publisher : Ranjit Singh for M/s Desh Sewak Association, Printed from Desh Sewak Printers Ltd, Baba Sohan Singh Bhakna Bhawan, — [22, 1438, 896, 1449]
dateline — [543, 12, 870, 42]
headline: ਗੁ. ਸਿੰਘ ਸ਼ਹੀਦਾਂ ਸੋਹਾਣਾ ਵਿਖੇ ਭਾਈ ਤਾਰੂ ਸਿੰਘ ਜੀ ਦਾ ਸ਼ਹੀਦੀ ਦਿਹਾੜਾ ਮਨਾਇਆ — [346, 1194, 565, 1223]
byline: ਦਸਨਾਮ — [578, 453, 599, 462]
story-body: ਨੂਰਪੁਰ ਬੇਦੀ/16 ਜੁਲਾਈ : ਨੂਰਪੁਰ ਬੇਦੀ ਇਲਾਕੇ ਵਿੱਚ ਜ਼ਮੀਨਾਂ ਦੇ ਭਾਅ ਲਗਾਤਾਰ ਵਧ ਰਹੇ ਹਨ। ਲੋਕਾਂ ਦਾ ਕਹਿਣਾ ਹੈ ਕਿ ਕਾਲੇ ਧਨ ਵਾਲੇ ਵਿਅਕਤੀਆਂ ਵੱਲੋਂ ਇੱਥੇ ਜ਼ਮੀਨਾਂ ਖ਼ਰੀਦੀਆਂ ਜਾ ਰਹੀਆਂ ਹਨ ਜਿਸ ਕਾਰਨ ਕੀਮਤਾਂ ਚੰਡੀਗੜ੍ਹ ਤੋਂ ਵੀ ਵੱਧ ਹੋ ਗਈਆਂ ਹਨ। ਆਮ ਕਿਸਾਨ ਅਤੇ ਮੱਧ ਵਰਗ ਦੇ ਲੋਕ ਜ਼ਮੀਨ ਖ਼ਰੀਦਣ ਤੋਂ ਅਸਮਰੱਥ ਹੋ ਗਏ ਹਨ। 15 ਕਰੋੜ ਰੁਪਏ ਪ੍ਰਤੀ ਏਕੜ ਤੱਕ ਸੌਦੇ ਹੋ ਰਹੇ ਹਨ। ਪ੍ਰਸ਼ਾਸਨ ਨੂੰ ਇਸ ਮਾਮਲੇ ਦੀ ਜਾਂਚ ਕਰਨੀ ਚਾਹੀਦੀ ਹੈ। — [578, 1216, 683, 1317]
story-body-cont: ਧਨੌਲਾ ਮੰਡੀ/16 ਜੁਲਾਈ : ਯੁੱਧ ਨਸ਼ਿਆਂ ਵਿਰੁੱਧ ਮੁਹਿੰਮ ਤਹਿਤ ਥਾਣਾ ਧਨੌਲਾ ਦੀ ਪੁਲਿਸ ਪਾਰਟੀ ਨੇ ਇੱਕ ਵਿਅਕਤੀ ਨੂੰ 15 ਗ੍ਰਾਮ ਚਿੱਟੇ ਸਮੇਤ ਕਾਬੂ ਕੀਤਾ ਹੈ। ਜਾਣਕਾਰੀ ਦਿੰਦਿਆਂ ਥਾਣਾ ਮੁਖੀ ਨੇ ਦੱਸਿਆ ਕਿ ਗਸ਼ਤ ਦੌਰਾਨ ਸ਼ੱਕ ਦੇ ਆਧਾਰ 'ਤੇ ਵਿਅਕਤੀ ਨੂੰ ਰੋਕ ਕੇ ਤਲਾਸ਼ੀ ਲਈ ਗਈ। ਦੋਸ਼ੀ ਵਿਰੁੱਧ ਐਨ.ਡੀ.ਪੀ.ਐਸ ਐਕਟ ਤਹਿਤ ਮਾਮਲਾ ਦਰਜ ਕਰਕੇ ਅਗਲੀ ਕਾਰਵਾਈ ਸ਼ੁਰੂ ਕਰ ਦਿੱਤੀ ਗਈ ਹੈ। ਪੁਲਿਸ ਨੇ ਲੋਕਾਂ ਨੂੰ ਨਸ਼ਾ ਤਸਕਰਾਂ ਬਾਰੇ ਜਾਣਕਾਰੀ ਦੇਣ ਦੀ ਅਪੀਲ ਕੀਤੀ। — [688, 1042, 910, 1097]
story-school-bus — [346, 52, 572, 404]
headline: ਮੁੱਖ ਮੰਤਰੀ ਵੱਲੋਂ ਕੇਂਦਰੀ ਖੁਰਾਕ ਮੰਤਰੀ ਨਾਲ ਮੁਲਾਕਾਤ, ਆਰਡੀਐਫ ਤੇ ਮੰਡੀ ਫ਼ੀਸ ਵਜੋਂ ਸੂਬੇ ਦੇ ਹਿੱਸੇ ਦੇ 9000 ਕਰੋੜ ਰੁਪਏ ਤੁਰੰਤ ਜਾਰੀ ਕਰਨ ਦੀ ਮੰਗ — [578, 52, 897, 81]
story-body-cont: ਚੰਡੀਗੜ੍ਹ/16 ਜੁਲਾਈ : ਪੰਜਾਬ ਵਿਧਾਨ ਸਭਾ ਦੇ ਸਪੀਕਰ ਕੁਲਤਾਰ ਸਿੰਘ ਸੰਧਵਾਂ ਨੇ ਸ੍ਰੀ ਹਰਿਮੰਦਰ ਸਾਹਿਬ ਨੂੰ ਬੰਬ ਨਾਲ ਉਡਾਉਣ ਦੀ ਧਮਕੀ ਦੀ ਸਖ਼ਤ ਸ਼ਬਦਾਂ ਵਿੱਚ ਨਿੰਦਾ ਕੀਤੀ ਹੈ। ਉਨ੍ਹਾਂ ਕਿਹਾ ਕਿ ਪੰਜਾਬ ਦੀ ਅਮਨ-ਸ਼ਾਂਤੀ ਨੂੰ ਭੰਗ ਕਰਨ ਦੀਆਂ ਕੋਸ਼ਿਸ਼ਾਂ ਕਦੇ ਸਫਲ ਨਹੀਂ ਹੋਣਗੀਆਂ। ਪੰਜਾਬ ਪੁਲਿਸ ਦੋਸ਼ੀਆਂ ਤੱਕ ਪਹੁੰਚਣ ਲਈ ਪੂਰੀ ਤਰ੍ਹਾਂ ਸਰਗਰਮ ਹੈ ਅਤੇ ਉਨ੍ਹਾਂ ਨੂੰ ਜਲਦ ਹੀ ਗ੍ਰਿਫ਼ਤਾਰ ਕਰ ਲਿਆ ਜਾਵੇਗਾ। ਉਨ੍ਹਾਂ ਨੇ ਸੰਗਤਾਂ ਨੂੰ ਅਫ਼ਵਾਹਾਂ ਤੋਂ ਸੁਚੇਤ ਰਹਿਣ ਦੀ ਅਪੀਲ ਕੀਤੀ। — [451, 594, 572, 686]
byline: ਸੰਦੀਪ ਗਰਗ ਲਾਲੀ — [578, 923, 627, 932]
photo-land-plot — [688, 1205, 910, 1297]
story-body-cont: ਡੱਬਵਾਲੀ/16 ਜੁਲਾਈ : ਸੂਬਾ ਸਰਕਾਰ ਨੇ ਮੰਡੀ ਕਿਲ੍ਹਿਆਂਵਾਲੀ ਵਿਖੇ ਮਾਰਕਿਟ ਕਮੇਟੀ ਸਥਾਪਿਤ ਕਰਨ ਦਾ ਐਲਾਨ ਕੀਤਾ ਹੈ। ਇਸ ਮਾਮਲੇ ਬਾਬਤ ਸਰਕਾਰ ਵੱਲੋਂ ਨੋਟੀਫਿਕੇਸ਼ਨ ਜਾਰੀ ਕਰ ਦਿੱਤਾ ਗਿਆ ਹੈ। ਪੰਜਾਬ ਖੇਤੀਬਾੜੀ ਉਪਜ ਮੰਡੀ ਐਕਟ, 1961 ਤਹਿਤ ਇਹ ਕਮੇਟੀ ਬਣਾਈ ਗਈ ਹੈ। ਇਸ ਵਿੱਚ 43 ਪਿੰਡ ਸ਼ਾਮਲ ਹੋਣਗੇ ਅਤੇ 20 ਖ਼ਰੀਦ ਕੇਂਦਰ ਹੋਣਗੇ। ਡੱਬਵਾਲੀ, ਕਾਲਾਂਵਾਲੀ, ਘੁਮਿਆਰਾ, ਫੱਤਾ ਕੇਰਾ, ਭੰਗਚੜੀ, ਜੰਡਵਾਲਾ, ਮਿੱਠੜੀ, ਲੰਬੀ, ਮਹਿਣਾ, ਖਿਉਵਾਲੀ ਆਦਿ ਪਿੰਡਾਂ ਦੇ ਕਿਸਾਨਾਂ ਨੂੰ ਇਸ ਦਾ ਫ਼ਾਇਦਾ ਮਿਲੇਗਾ। ਕਿਸਾਨਾਂ ਨੂੰ ਆਪਣੀ ਫ਼ਸਲ ਵੇਚਣ ਲਈ ਦੂਰ ਨਹੀਂ ਜਾਣਾ ਪਵੇਗਾ। — [118, 395, 340, 460]
byline: ਚੰਡੀਗੜ੍ਹ / ਐਸ.ਏ.ਐਸ — [578, 696, 642, 705]
story-body: ਚੰਡੀਗੜ੍ਹ/16 ਜੁਲਾਈ : ਨਵਿਆਉਣਯੋਗ ਊਰਜਾ ਨੂੰ ਉਤਸ਼ਾਹਿਤ ਕਰਨ ਵੱਲ ਇੱਕ ਅਹਿਮ ਕਦਮ ਚੁੱਕਦਿਆਂ ਪੰਜਾਬ ਸਰਕਾਰ ਨੇ ਚਾਰ ਜ਼ਿਲ੍ਹਿਆਂ ਦੀਆਂ ਅਨਾਜ ਮੰਡੀਆਂ ਵਿੱਚ 24.5 ਕਰੋੜ ਰੁਪਏ ਦੀ ਲਾਗਤ ਨਾਲ ਸੋਲਰ ਪ੍ਰੋਜੈਕਟ ਸਥਾਪਿਤ ਕਰਨ ਦਾ ਫ਼ੈਸਲਾ ਕੀਤਾ ਹੈ। ਇਸ ਨਾਲ ਬਿਜਲੀ ਖ਼ਰਚ ਵਿੱਚ ਸਾਲਾਨਾ 3.5 ਕਰੋੜ ਰੁਪਏ ਦੀ ਬੱਚਤ ਹੋਵੇਗੀ। ਪ੍ਰੋਜੈਕਟ ਤਹਿਤ 842 ਪਲਾਂਟ ਲਗਾਏ ਜਾਣਗੇ ਅਤੇ 373 ਕਰੋੜ ਰੁਪਏ ਦੀ ਸਮਰੱਥਾ ਵਾਲੇ ਪਲਾਂਟ ਸਥਾਪਿਤ ਹੋਣਗੇ। ਮੰਤਰੀ ਨੇ ਕਿਹਾ ਕਿ ਮੰਡੀਆਂ ਦੀਆਂ ਛੱਤਾਂ ਉੱਤੇ ਸੋਲਰ ਪੈਨਲ ਲਗਾਏ ਜਾਣਗੇ। — [578, 706, 683, 825]
headline: ਰੂਪਨਗਰ ਦੇ ਸੀਮਨ ਸਟੇਸ਼ਨ ਨੂੰ ਮਿਲੀ ਆਈਐਸਓ ਸਰਟੀਫ਼ਿਕੇਸ਼ਨ — [578, 431, 903, 447]
story-pavittar-vein — [8, 781, 340, 1431]
byline: ਸਤਨਾਮ ਸਿੰਘ — [8, 708, 43, 717]
